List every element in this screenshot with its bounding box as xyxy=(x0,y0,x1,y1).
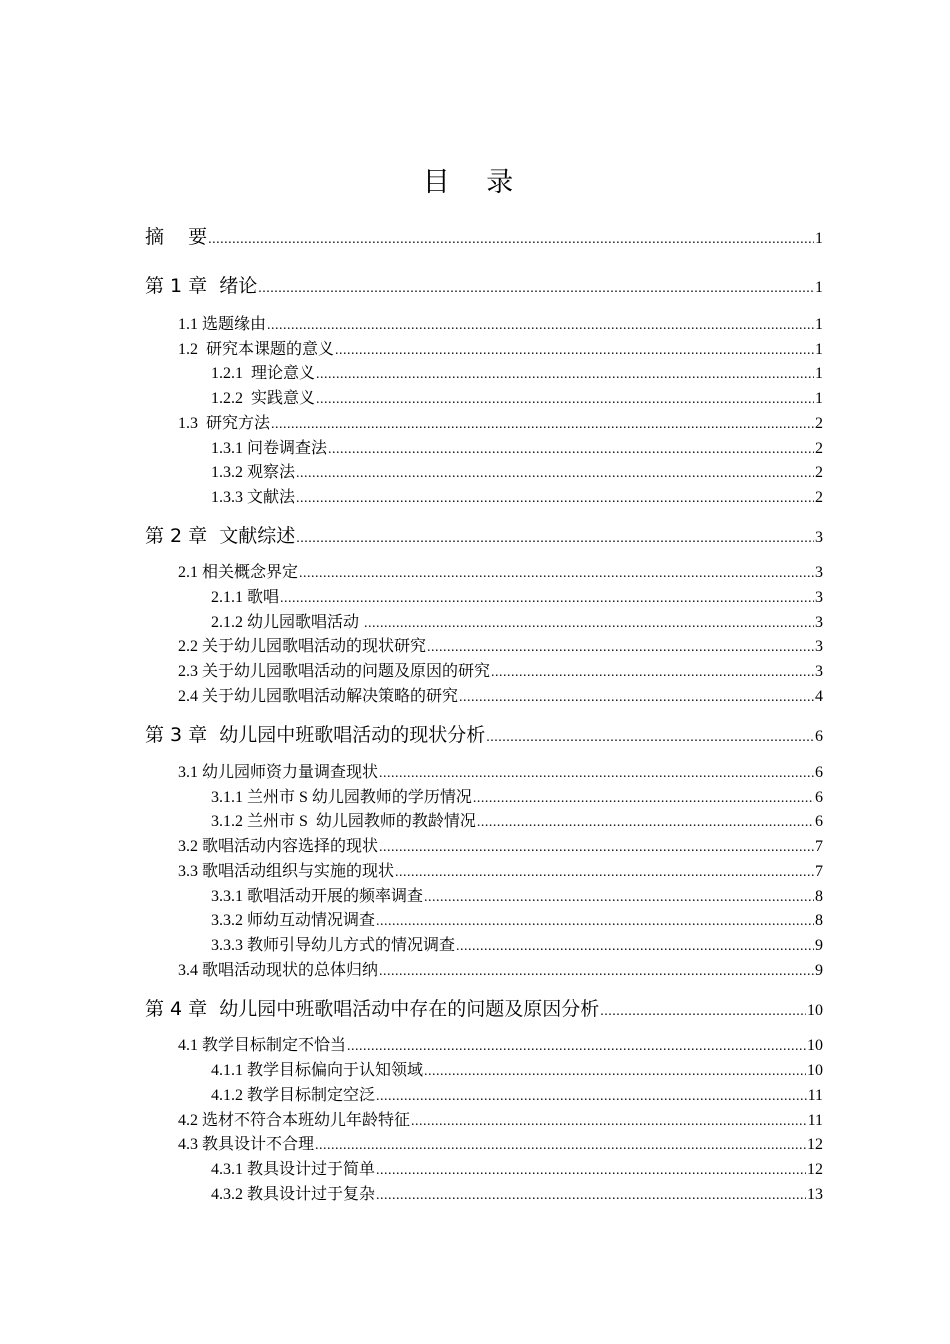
toc-entry[interactable] xyxy=(211,360,823,383)
dot-leader xyxy=(258,281,814,297)
toc-entry-page: 6 xyxy=(815,789,823,806)
toc-entry-page: 6 xyxy=(815,728,823,745)
page-title: 目 录 xyxy=(422,167,528,198)
toc-entry-page: 1 xyxy=(815,390,823,407)
toc-entry-page: 2 xyxy=(815,489,823,506)
toc-entry[interactable] xyxy=(178,759,823,782)
toc-entry[interactable] xyxy=(211,808,823,831)
toc-entry[interactable] xyxy=(178,1107,823,1130)
dot-leader xyxy=(395,865,814,881)
toc-entry[interactable] xyxy=(178,957,823,980)
toc-entry-page: 12 xyxy=(807,1136,823,1153)
toc-entry[interactable] xyxy=(211,584,823,607)
toc-entry-page: 1 xyxy=(815,341,823,358)
toc-entry[interactable] xyxy=(211,784,823,807)
dot-leader xyxy=(376,1188,806,1204)
toc-entry-page: 9 xyxy=(815,937,823,954)
toc-entry-label: 3.3.2 师幼互动情况调查 xyxy=(211,912,376,929)
toc-entry-page: 2 xyxy=(815,464,823,481)
toc-entry-label: 2.1 相关概念界定 xyxy=(178,564,299,581)
toc-entry-label: 4.3 教具设计不合理 xyxy=(178,1136,315,1153)
toc-entry-page: 9 xyxy=(815,962,823,979)
toc-entry[interactable] xyxy=(178,410,823,433)
toc-entry-label: 1.3.3 文献法 xyxy=(211,489,296,506)
toc-entry[interactable] xyxy=(178,833,823,856)
toc-entry-page: 3 xyxy=(815,529,823,546)
toc-entry-label: 2.2 关于幼儿园歌唱活动的现状研究 xyxy=(178,638,427,655)
toc-entry-label: 4.1.1 教学目标偏向于认知领域 xyxy=(211,1062,424,1079)
toc-entry-label: 摘 要 xyxy=(145,226,208,248)
toc-entry[interactable] xyxy=(145,222,823,249)
dot-leader xyxy=(280,591,814,607)
toc-entry[interactable] xyxy=(211,907,823,930)
toc-entry-label: 4.2 选材不符合本班幼儿年龄特征 xyxy=(178,1112,411,1129)
toc-entry[interactable] xyxy=(178,1032,823,1055)
toc-entry-page: 3 xyxy=(815,589,823,606)
toc-entry-page: 3 xyxy=(815,614,823,631)
dot-leader xyxy=(456,939,814,955)
dot-leader xyxy=(316,392,814,408)
toc-entry[interactable] xyxy=(145,521,823,548)
toc-entry-page: 8 xyxy=(815,888,823,905)
toc-entry-page: 6 xyxy=(815,764,823,781)
toc-entry[interactable] xyxy=(178,311,823,334)
dot-leader xyxy=(296,531,814,547)
toc-entry-page: 3 xyxy=(815,663,823,680)
toc-entry-label: 4.1 教学目标制定不恰当 xyxy=(178,1037,347,1054)
toc-entry[interactable] xyxy=(145,994,823,1021)
toc-entry-label: 1.3 研究方法 xyxy=(178,415,271,432)
toc-entry[interactable] xyxy=(211,1181,823,1204)
toc-entry-page: 2 xyxy=(815,440,823,457)
toc-entry-label: 第 2 章 文献综述 xyxy=(145,525,296,547)
toc-entry[interactable] xyxy=(211,883,823,906)
toc-entry-label: 第 4 章 幼儿园中班歌唱活动中存在的问题及原因分析 xyxy=(145,998,600,1020)
dot-leader xyxy=(376,1089,807,1105)
dot-leader xyxy=(379,964,814,980)
toc-entry[interactable] xyxy=(178,633,823,656)
dot-leader xyxy=(376,914,814,930)
toc-entry-label: 1.2 研究本课题的意义 xyxy=(178,341,335,358)
toc-entry-page: 3 xyxy=(815,638,823,655)
toc-entry-label: 1.3.1 问卷调查法 xyxy=(211,440,328,457)
dot-leader xyxy=(379,840,814,856)
toc-entry[interactable] xyxy=(178,559,823,582)
toc-entry-page: 7 xyxy=(815,838,823,855)
toc-entry-page: 1 xyxy=(815,365,823,382)
toc-entry[interactable] xyxy=(211,484,823,507)
dot-leader xyxy=(296,466,814,482)
toc-entry[interactable] xyxy=(178,858,823,881)
toc-entry-page: 4 xyxy=(815,688,823,705)
toc-entry-page: 1 xyxy=(815,279,823,296)
toc-entry-label: 2.1.2 幼儿园歌唱活动 xyxy=(211,614,364,631)
dot-leader xyxy=(379,766,814,782)
toc-entry-page: 13 xyxy=(807,1186,823,1203)
dot-leader xyxy=(335,343,814,359)
dot-leader xyxy=(364,616,814,632)
dot-leader xyxy=(296,491,814,507)
toc-entry-page: 1 xyxy=(815,230,823,247)
toc-entry-label: 1.2.2 实践意义 xyxy=(211,390,316,407)
dot-leader xyxy=(473,791,814,807)
dot-leader xyxy=(328,442,814,458)
toc-entry-label: 3.3 歌唱活动组织与实施的现状 xyxy=(178,863,395,880)
toc-entry-label: 1.3.2 观察法 xyxy=(211,464,296,481)
toc-entry-label: 第 1 章 绪论 xyxy=(145,275,258,297)
dot-leader xyxy=(271,417,814,433)
toc-entry[interactable] xyxy=(211,609,823,632)
toc-entry-label: 3.3.1 歌唱活动开展的频率调查 xyxy=(211,888,424,905)
toc-entry-page: 10 xyxy=(807,1037,823,1054)
toc-entry-label: 3.3.3 教师引导幼儿方式的情况调查 xyxy=(211,937,456,954)
toc-entry-label: 2.4 关于幼儿园歌唱活动解决策略的研究 xyxy=(178,688,459,705)
toc-entry[interactable] xyxy=(145,271,823,298)
toc-entry-page: 10 xyxy=(807,1002,823,1019)
toc-entry[interactable] xyxy=(178,336,823,359)
toc-entry-label: 1.1 选题缘由 xyxy=(178,316,267,333)
dot-leader xyxy=(299,566,814,582)
toc-entry[interactable] xyxy=(145,720,823,747)
toc-entry-label: 3.2 歌唱活动内容选择的现状 xyxy=(178,838,379,855)
toc-entry-label: 4.1.2 教学目标制定空泛 xyxy=(211,1087,376,1104)
toc-entry[interactable] xyxy=(178,683,823,706)
toc-entry-page: 11 xyxy=(807,1112,823,1129)
toc-entry-page: 8 xyxy=(815,912,823,929)
dot-leader xyxy=(486,730,814,746)
toc-entry-label: 2.1.1 歌唱 xyxy=(211,589,280,606)
toc-entry[interactable] xyxy=(211,1057,823,1080)
dot-leader xyxy=(491,665,814,681)
toc-entry-page: 11 xyxy=(807,1087,823,1104)
dot-leader xyxy=(424,890,814,906)
toc-entry-label: 3.4 歌唱活动现状的总体归纳 xyxy=(178,962,379,979)
toc-entry-page: 7 xyxy=(815,863,823,880)
toc-entry-label: 1.2.1 理论意义 xyxy=(211,365,316,382)
toc-entry-page: 3 xyxy=(815,564,823,581)
dot-leader xyxy=(424,1064,806,1080)
toc-entry-label: 3.1 幼儿园师资力量调查现状 xyxy=(178,764,379,781)
dot-leader xyxy=(459,690,814,706)
dot-leader xyxy=(376,1163,806,1179)
toc-entry[interactable] xyxy=(178,1131,823,1154)
toc-entry-page: 2 xyxy=(815,415,823,432)
dot-leader xyxy=(600,1004,806,1020)
toc-entry-page: 1 xyxy=(815,316,823,333)
toc-entry[interactable] xyxy=(178,658,823,681)
toc-entry-label: 4.3.1 教具设计过于简单 xyxy=(211,1161,376,1178)
toc-entry-label: 第 3 章 幼儿园中班歌唱活动的现状分析 xyxy=(145,724,486,746)
dot-leader xyxy=(477,815,814,831)
toc-entry-label: 3.1.2 兰州市 S 幼儿园教师的教龄情况 xyxy=(211,813,476,830)
toc-entry-label: 3.1.1 兰州市 S 幼儿园教师的学历情况 xyxy=(211,789,472,806)
toc-entry-page: 12 xyxy=(807,1161,823,1178)
dot-leader xyxy=(315,1138,806,1154)
dot-leader xyxy=(411,1114,807,1130)
toc-entry[interactable] xyxy=(211,459,823,482)
toc-entry[interactable] xyxy=(211,1082,823,1105)
dot-leader xyxy=(347,1039,806,1055)
dot-leader xyxy=(208,232,814,248)
toc-entry-label: 2.3 关于幼儿园歌唱活动的问题及原因的研究 xyxy=(178,663,491,680)
toc-entry[interactable] xyxy=(211,435,823,458)
toc-entry[interactable] xyxy=(211,385,823,408)
dot-leader xyxy=(316,367,814,383)
toc-entry[interactable] xyxy=(211,1156,823,1179)
toc-entry-label: 4.3.2 教具设计过于复杂 xyxy=(211,1186,376,1203)
dot-leader xyxy=(427,640,814,656)
toc-entry[interactable] xyxy=(211,932,823,955)
dot-leader xyxy=(267,318,814,334)
toc-entry-page: 6 xyxy=(815,813,823,830)
toc-entry-page: 10 xyxy=(807,1062,823,1079)
